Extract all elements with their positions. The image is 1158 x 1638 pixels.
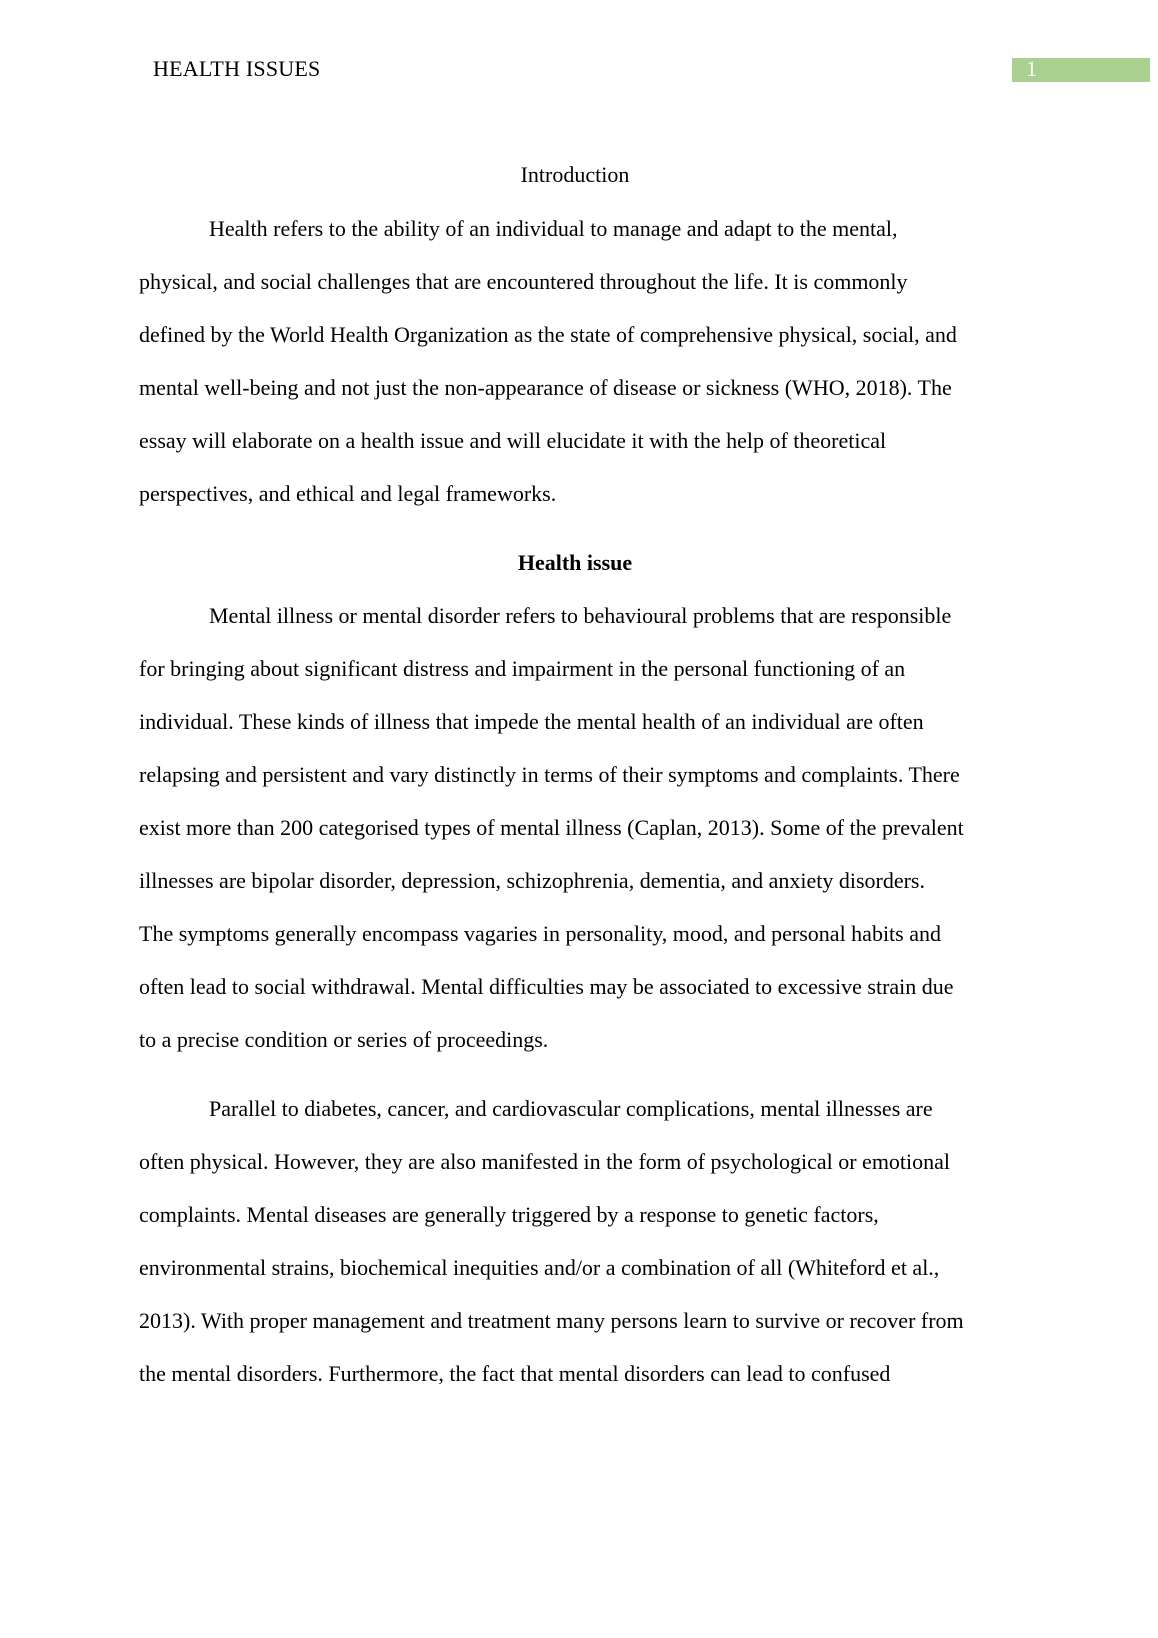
paragraph-line: 2013). With proper management and treatment many persons learn to survive or recover from <box>139 1308 964 1333</box>
paragraph-line: the mental disorders. Furthermore, the fact that mental disorders can lead to confused <box>139 1361 891 1386</box>
paragraph-line: complaints. Mental diseases are generally triggered by a response to genetic factors, <box>139 1202 879 1227</box>
paragraph-line: mental well-being and not just the non-appearance of disease or sickness (WHO, 2018). The <box>139 375 952 400</box>
paragraph-line: to a precise condition or series of proceedings. <box>139 1027 549 1052</box>
page-number-band <box>1012 58 1150 82</box>
paragraph-line: The symptoms generally encompass vagaries in personality, mood, and personal habits and <box>139 921 941 946</box>
running-head: HEALTH ISSUES <box>153 56 321 81</box>
paragraph-line: physical, and social challenges that are encountered throughout the life. It is commonly <box>139 269 908 294</box>
health-issue-heading: Health issue <box>517 550 633 575</box>
paragraph-line: often lead to social withdrawal. Mental difficulties may be associated to excessive strain due <box>139 974 954 999</box>
paragraph-line: perspectives, and ethical and legal frameworks. <box>139 481 557 506</box>
paragraph-line: often physical. However, they are also manifested in the form of psychological or emotional <box>139 1149 951 1174</box>
introduction-heading: Introduction <box>520 162 630 187</box>
paragraph-line: Mental illness or mental disorder refers to behavioural problems that are responsible <box>209 603 952 628</box>
paragraph-line: relapsing and persistent and vary distinctly in terms of their symptoms and complaints. There <box>139 762 960 787</box>
paragraph-line: defined by the World Health Organization as the state of comprehensive physical, social, and <box>139 322 957 347</box>
paragraph-line: illnesses are bipolar disorder, depression, schizophrenia, dementia, and anxiety disorders. <box>139 868 925 893</box>
paragraph-line: Parallel to diabetes, cancer, and cardiovascular complications, mental illnesses are <box>209 1096 933 1121</box>
paragraph-line: essay will elaborate on a health issue and will elucidate it with the help of theoretical <box>139 428 887 453</box>
paragraph-line: for bringing about significant distress and impairment in the personal functioning of an <box>139 656 906 681</box>
paragraph-line: exist more than 200 categorised types of mental illness (Caplan, 2013). Some of the prevalent <box>139 815 964 840</box>
paragraph-line: environmental strains, biochemical inequities and/or a combination of all (Whiteford et al., <box>139 1255 940 1280</box>
page-number: 1 <box>1026 56 1037 81</box>
paragraph-line: individual. These kinds of illness that impede the mental health of an individual are often <box>139 709 924 734</box>
paragraph-line: Health refers to the ability of an individual to manage and adapt to the mental, <box>209 216 898 241</box>
